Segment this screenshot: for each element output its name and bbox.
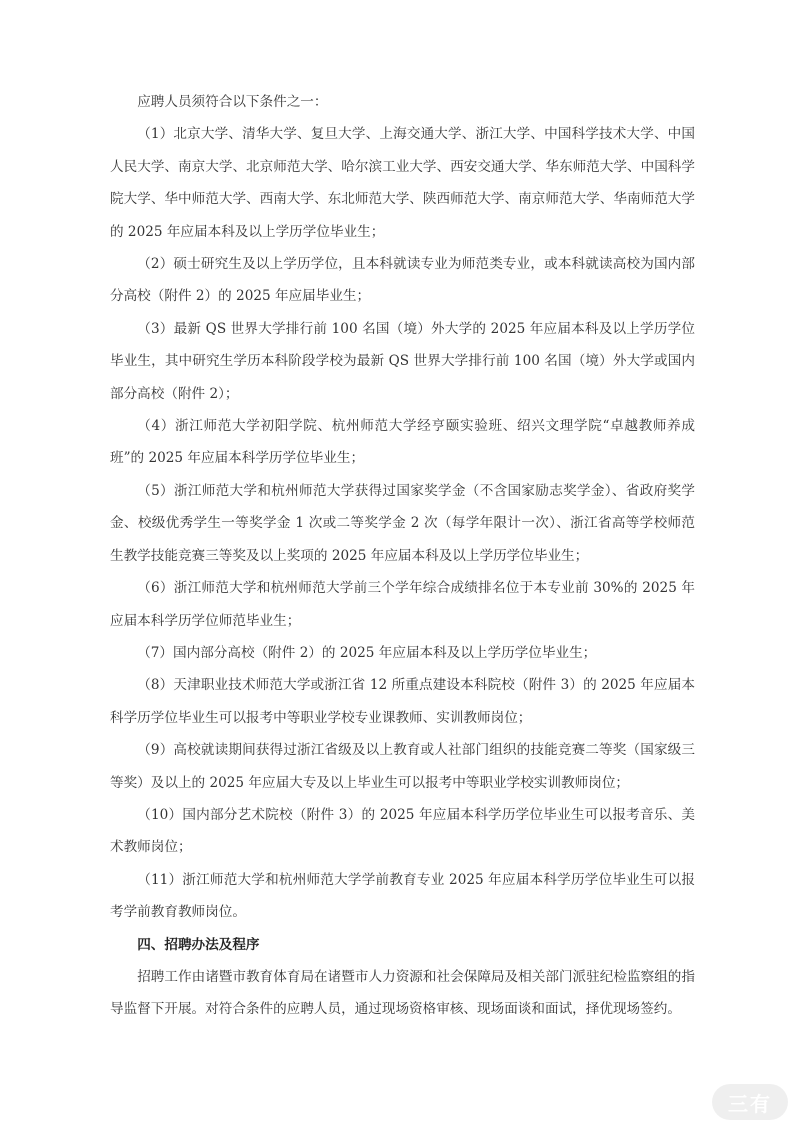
condition-4-paragraph: （4）浙江师范大学初阳学院、杭州师范大学经亨颐实验班、绍兴文理学院“卓越教师养成班”的 2025 年应届本科学历学位毕业生； (110, 418, 695, 467)
condition-8-paragraph: （8）天津职业技术师范大学或浙江省 12 所重点建设本科院校（附件 3）的 2025 年应届本科学历学位毕业生可以报考中等职业学校专业课教师、实训教师岗位； (110, 677, 695, 726)
document-body (110, 86, 695, 1026)
section-heading: 四、招聘办法及程序 (137, 936, 260, 953)
condition-2-paragraph: （2）硕士研究生及以上学历学位，且本科就读专业为师范类专业，或本科就读高校为国内部分高校（附件 2）的 2025 年应届毕业生； (110, 256, 695, 305)
condition-7-paragraph: （7）国内部分高校（附件 2）的 2025 年应届本科及以上学历学位毕业生； (137, 644, 597, 661)
intro-paragraph: 应聘人员须符合以下条件之一： (137, 94, 328, 110)
condition-5-paragraph: （5）浙江师范大学和杭州师范大学获得过国家奖学金（不含国家励志奖学金）、省政府奖学金、校级优秀学生一等奖学金 1 次或二等奖学金 2 次（每学年限计一次）、浙江省高等学校师范生教学技能竞赛三等奖及以上奖项的 2025 年应届本科及以上学历学位毕业生； (110, 482, 695, 564)
condition-3-paragraph: （3）最新 QS 世界大学排行前 100 名国（境）外大学的 2025 年应届本科及以上学历学位毕业生，其中研究生学历本科阶段学校为最新 QS 世界大学排行前 100 名国（境）外大学或国内部分高校（附件 2）； (110, 320, 695, 402)
closing-paragraph: 招聘工作由诸暨市教育体育局在诸暨市人力资源和社会保障局及相关部门派驻纪检监察组的指导监督下开展。对符合条件的应聘人员，通过现场资格审核、现场面谈和面试，择优现场签约。 (110, 968, 695, 1018)
condition-6-paragraph: （6）浙江师范大学和杭州师范大学前三个学年综合成绩排名位于本专业前 30%的 2025 年应届本科学历学位师范毕业生； (110, 580, 695, 629)
condition-11-paragraph: （11）浙江师范大学和杭州师范大学学前教育专业 2025 年应届本科学历学位毕业生可以报考学前教育教师岗位。 (110, 871, 695, 921)
condition-1-paragraph: （1）北京大学、清华大学、复旦大学、上海交通大学、浙江大学、中国科学技术大学、中国人民大学、南京大学、北京师范大学、哈尔滨工业大学、西安交通大学、华东师范大学、中国科学院大学、华中师范大学、西南大学、东北师范大学、陕西师范大学、南京师范大学、华南师范大学的 2025 年应届本科及以上学历学位毕业生； (110, 126, 695, 240)
condition-10-paragraph: （10）国内部分艺术院校（附件 3）的 2025 年应届本科学历学位毕业生可以报考音乐、美术教师岗位； (110, 806, 695, 856)
condition-9-paragraph: （9）高校就读期间获得过浙江省级及以上教育或人社部门组织的技能竞赛二等奖（国家级三等奖）及以上的 2025 年应届大专及以上毕业生可以报考中等职业学校实训教师岗位； (110, 742, 695, 791)
watermark-logo: 三有 (712, 1084, 788, 1120)
